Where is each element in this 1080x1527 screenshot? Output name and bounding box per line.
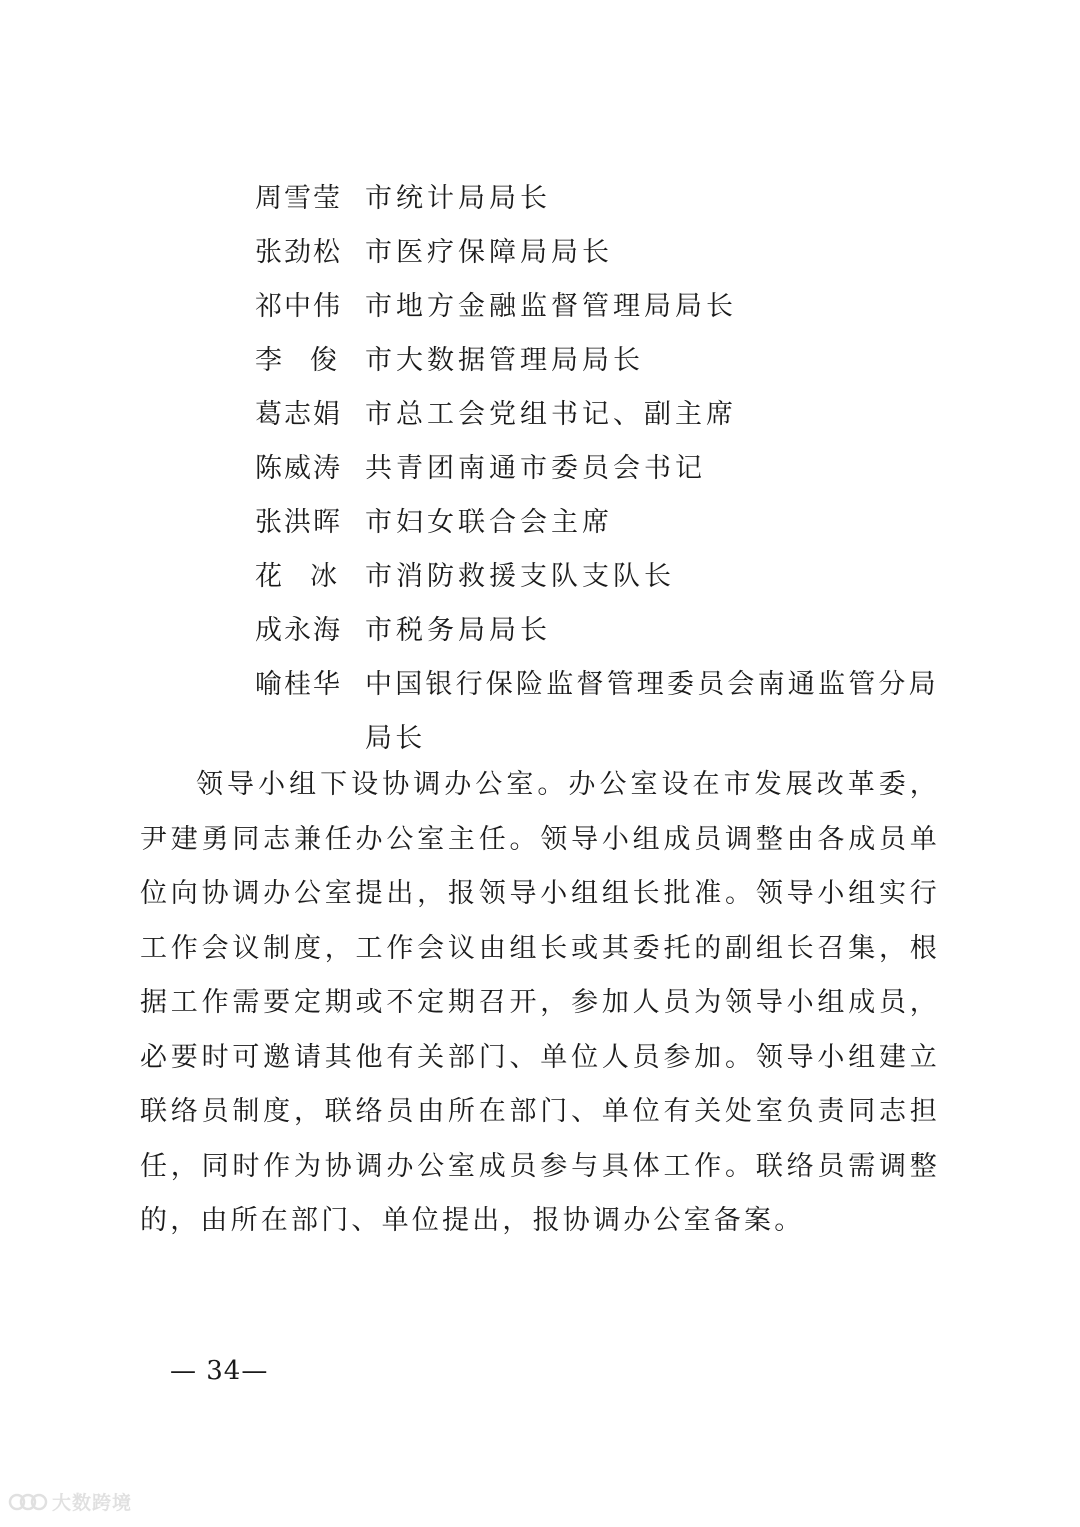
body-paragraph: 领导小组下设协调办公室。办公室设在市发展改革委，尹建勇同志兼任办公室主任。领导小组成员调整由各成员单位向协调办公室提出，报领导小组组长批准。领导小组实行工作会议制度，工作会议由组长或其委托的副组长召集，根据工作需要定期或不定期召开，参加人员为领导小组成员，必要时可邀请其他有关部门、单位人员参加。领导小组建立联络员制度，联络员由所在部门、单位有关处室负责同志担任，同时作为协调办公室成员参与具体工作。联络员需调整的，由所在部门、单位提出，报协调办公室备案。 xyxy=(140,769,940,1236)
member-row xyxy=(255,604,955,658)
member-name-last: 冰 xyxy=(310,561,339,592)
member-row xyxy=(255,280,955,334)
member-name: 祁中伟 xyxy=(255,291,342,322)
watermark-text: 大数跨境 xyxy=(52,1492,133,1514)
member-name: 张洪晖 xyxy=(255,507,342,538)
member-row xyxy=(255,388,955,442)
watermark xyxy=(8,1488,132,1515)
member-title: 市大数据管理局局长 xyxy=(365,345,644,376)
logo-icon xyxy=(8,1490,48,1514)
member-name: 周雪莹 xyxy=(255,183,342,214)
member-title: 市税务局局长 xyxy=(365,615,551,646)
member-title: 市妇女联合会主席 xyxy=(365,507,613,538)
member-title: 市总工会党组书记、副主席 xyxy=(365,399,737,430)
member-name-first: 花 xyxy=(255,561,284,592)
member-title: 市地方金融监督管理局局长 xyxy=(365,291,737,322)
member-title: 市消防救援支队支队长 xyxy=(365,561,675,592)
member-name xyxy=(255,334,339,388)
member-row xyxy=(255,334,955,388)
member-row xyxy=(255,172,955,226)
member-name: 葛志娟 xyxy=(255,399,342,430)
member-name-last: 俊 xyxy=(310,345,339,376)
member-title: 市统计局局长 xyxy=(365,183,551,214)
member-row xyxy=(255,658,955,766)
member-name xyxy=(255,550,339,604)
member-row xyxy=(255,442,955,496)
member-row xyxy=(255,550,955,604)
member-row xyxy=(255,496,955,550)
member-name-first: 李 xyxy=(255,345,284,376)
member-title: 共青团南通市委员会书记 xyxy=(365,453,706,484)
member-title: 市医疗保障局局长 xyxy=(365,237,613,268)
member-name: 张劲松 xyxy=(255,237,342,268)
page-number: — 34— xyxy=(170,1356,269,1386)
member-list xyxy=(255,172,955,766)
member-row xyxy=(255,226,955,280)
member-name: 陈威涛 xyxy=(255,453,342,484)
member-name: 喻桂华 xyxy=(255,669,342,700)
member-title: 中国银行保险监督管理委员会南通监管分局局长 xyxy=(365,669,939,754)
member-name: 成永海 xyxy=(255,615,342,646)
